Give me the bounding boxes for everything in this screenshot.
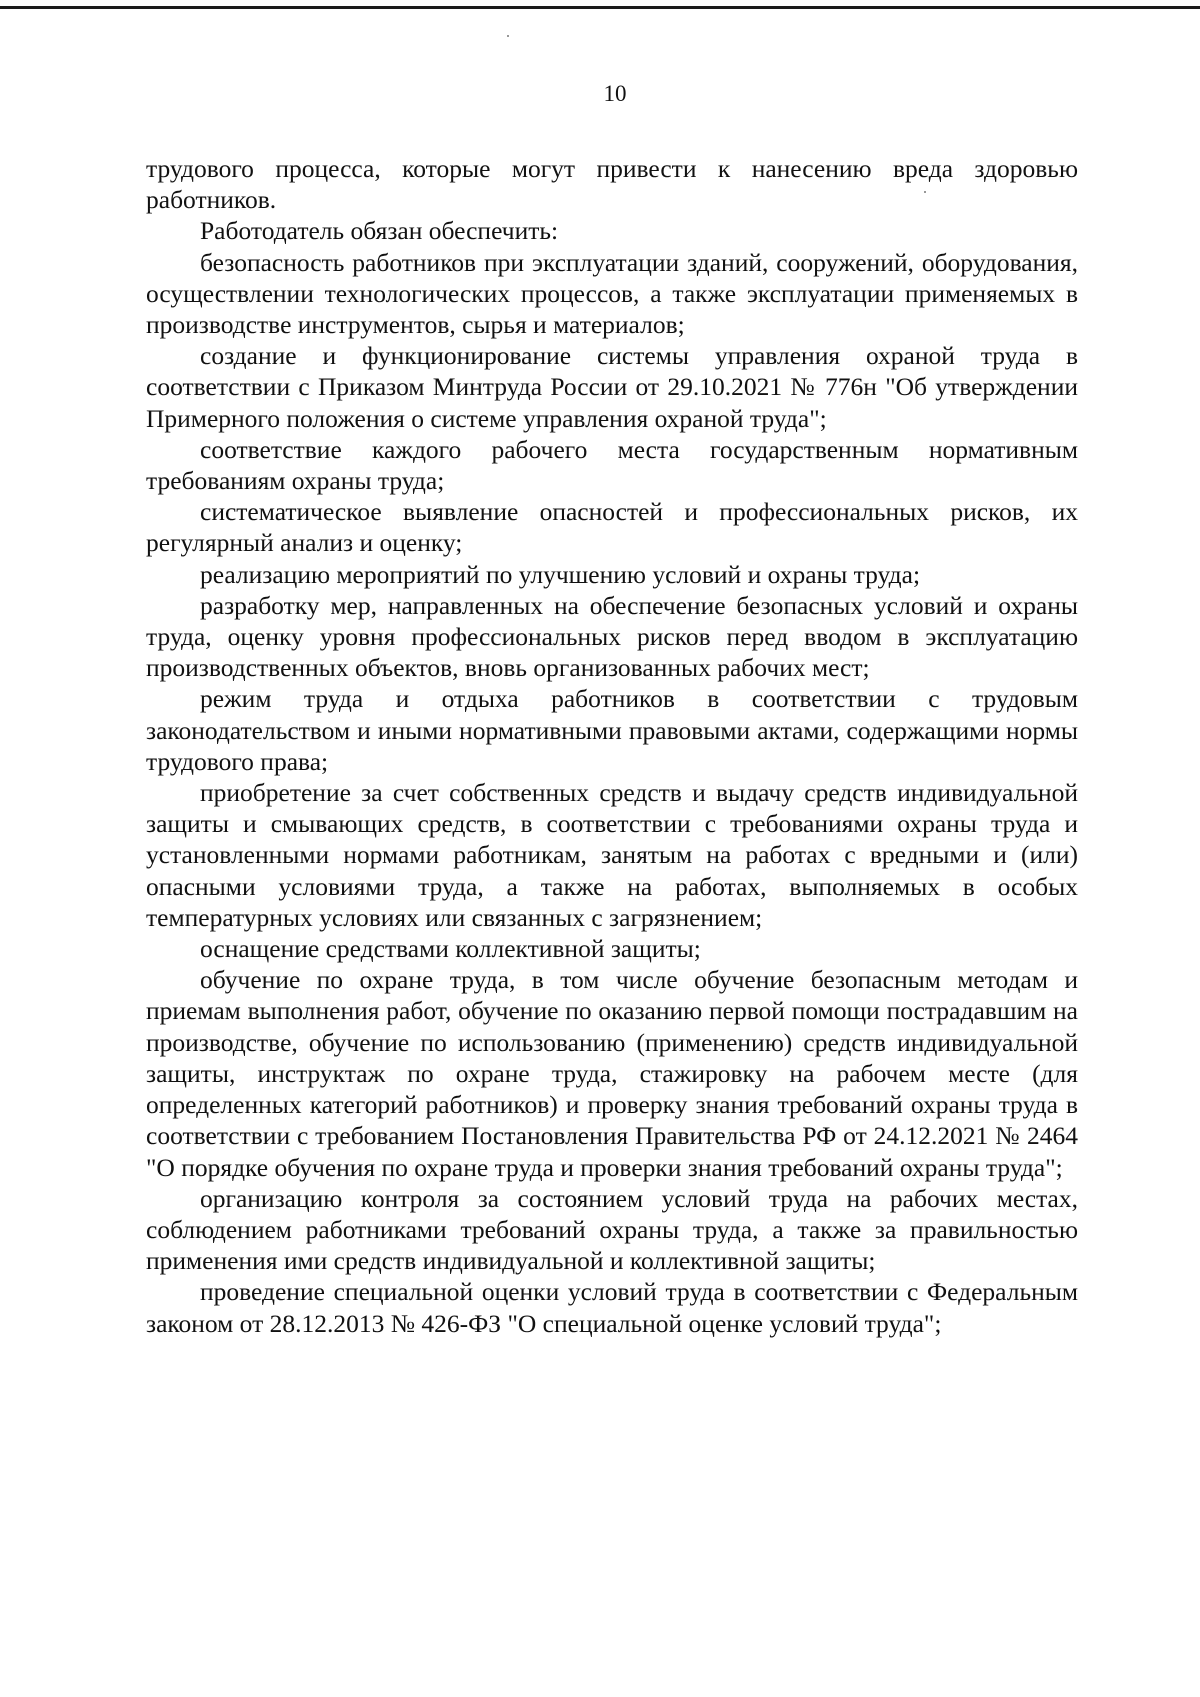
paragraph-item-improvement-measures: реализацию мероприятий по улучшению условий и охраны труда; (200, 559, 921, 589)
paragraph-item-control: организацию контроля за состоянием условий труда на рабочих местах, соблюдением работниками требований охраны труда, а также за правильностью применения ими средств индивидуальной и коллективной защиты; (146, 1183, 1078, 1276)
paragraph-item-workplace-compliance: соответствие каждого рабочего места государственным нормативным требованиям охраны труда; (146, 434, 1078, 496)
paragraph-item-collective-protection: оснащение средствами коллективной защиты; (200, 934, 701, 964)
scan-speck (507, 35, 509, 37)
page-number: 10 (603, 81, 627, 106)
paragraph-item-ppe-provision: приобретение за счет собственных средств и выдачу средств индивидуальной защиты и смывающих средств, в соответствии с требованиями охраны труда и установленными нормами работникам, занятым на работах с вредными и (или) опасными условиями труда, а также на работах, выполняемых в особых температурных условиях или связанных с загрязнением; (146, 778, 1078, 932)
paragraph-employer-obligations-heading: Работодатель обязан обеспечить: (200, 216, 559, 246)
paragraph-continuation: трудового процесса, которые могут привести к нанесению вреда здоровью работников. (146, 154, 1078, 215)
paragraph-item-risk-identification: систематическое выявление опасностей и профессиональных рисков, их регулярный анализ и оценку; (146, 497, 1078, 558)
paragraph-item-training: обучение по охране труда, в том числе обучение безопасным методам и приемам выполнения работ, обучение по оказанию первой помощи пострадавшим на производстве, обучение по использованию (применению) средств индивидуальной защиты, инструктаж по охране труда, стажировку на рабочем месте (для определенных категорий работников) и проверку знания требований охраны труда в соответствии с требованием Постановления Правительства РФ от 24.12.2021 № 2464 "О порядке обучения по охране труда и проверки знания требований охраны труда"; (146, 965, 1078, 1182)
paragraph-item-special-assessment: проведение специальной оценки условий труда в соответствии с Федеральным законом от 28.12.2013 № 426-ФЗ "О специальной оценке условий труда"; (146, 1277, 1078, 1338)
scan-top-edge-line (0, 6, 1200, 9)
document-body (146, 153, 1078, 1339)
paragraph-item-management-system: создание и функционирование системы управления охраной труда в соответствии с Приказом Минтруда России от 29.10.2021 № 776н "Об утверждении Примерного положения о системе управления охраной труда"; (146, 341, 1078, 433)
paragraph-item-work-rest-regime: режим труда и отдыха работников в соответствии с трудовым законодательством и иными нормативными правовыми актами, содержащими нормы трудового права; (146, 684, 1078, 776)
paragraph-item-safety-buildings: безопасность работников при эксплуатации зданий, сооружений, оборудования, осуществлении технологических процессов, а также эксплуатации применяемых в производстве инструментов, сырья и материалов; (146, 247, 1078, 340)
paragraph-item-safety-measures-development: разработку мер, направленных на обеспечение безопасных условий и охраны труда, оценку уровня профессиональных рисков перед вводом в эксплуатацию производственных объектов, вновь организованных рабочих мест; (146, 590, 1078, 683)
